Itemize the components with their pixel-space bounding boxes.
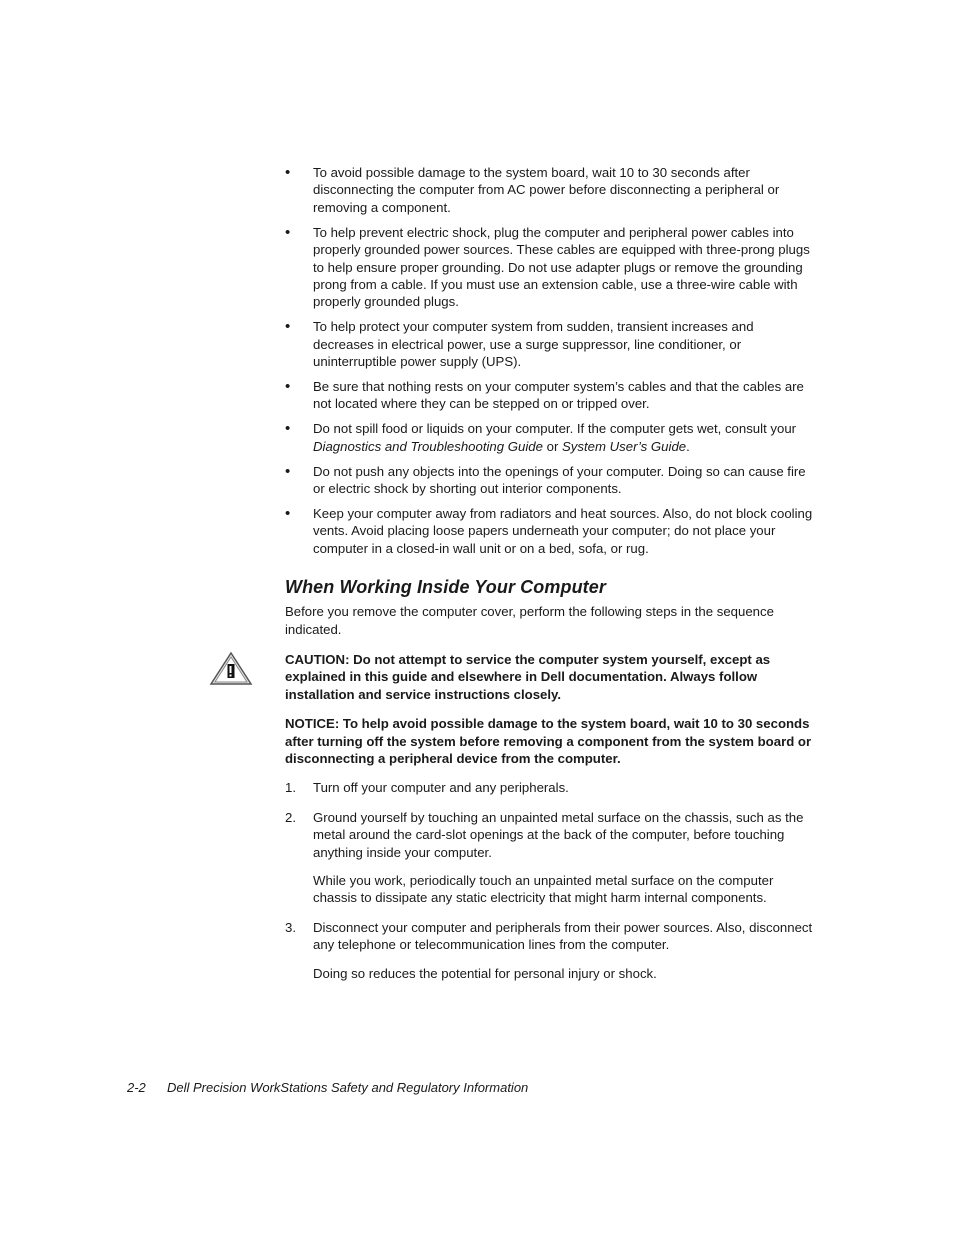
section-intro: Before you remove the computer cover, perform the following steps in the sequence indicated. — [285, 604, 774, 637]
bullet-text-part: or — [542, 438, 563, 454]
list-item — [285, 378, 817, 413]
bullet-icon: • — [285, 420, 291, 438]
bullet-text: Be sure that nothing rests on your computer system’s cables and that the cables are not located where they can be stepped on or tripped over. — [313, 378, 804, 412]
caution-block — [285, 651, 817, 703]
bullet-icon: • — [285, 504, 291, 522]
bullet-text: To help protect your computer system from sudden, transient increases and decreases in electrical power, use a surge suppressor, line conditioner, or uninterruptible power supply (UPS). — [313, 319, 754, 370]
bullet-icon: • — [285, 462, 291, 480]
step-text: Ground yourself by touching an unpainted metal surface on the chassis, such as the metal around the card-slot openings at the back of the computer, before touching anything inside your computer. — [313, 809, 804, 860]
steps-list — [285, 779, 817, 982]
bullet-icon: • — [285, 377, 291, 395]
caution-text: CAUTION: Do not attempt to service the computer system yourself, except as explained in this guide and elsewhere in Dell documentation. Always follow installation and service instructions closely. — [285, 651, 771, 702]
list-item — [285, 505, 817, 557]
bullet-text: To avoid possible damage to the system board, wait 10 to 30 seconds after disconnecting the computer from AC power before disconnecting a peripheral or removing a component. — [313, 165, 780, 215]
step-note: Doing so reduces the potential for personal injury or shock. — [313, 965, 657, 981]
section-heading: When Working Inside Your Computer — [285, 577, 606, 598]
bullet-text-part: Do not spill food or liquids on your computer. If the computer gets wet, consult your — [313, 421, 797, 437]
bullet-text — [313, 421, 796, 453]
list-item — [285, 164, 817, 216]
list-item — [285, 809, 817, 907]
guide-title-users-guide: System User’s Guide — [562, 438, 687, 454]
list-item — [285, 919, 817, 982]
step-number: 1. — [285, 780, 296, 796]
list-item — [285, 224, 817, 311]
document-title: Dell Precision WorkStations Safety and Regulatory Information — [167, 1080, 529, 1095]
list-item — [285, 463, 817, 498]
list-item — [285, 779, 817, 796]
bullet-text: To help prevent electric shock, plug the computer and peripheral power cables into properly grounded power sources. These cables are equipped with three-prong plugs to help ensure proper grounding. Do not use adapter plugs or remove the grounding prong from a cable. If you must use an extension cable, use a three-wire cable with properly grounded plugs. — [313, 224, 810, 310]
page-number: 2-2 — [127, 1080, 146, 1095]
safety-bullet-list — [285, 164, 817, 557]
bullet-text: Do not push any objects into the openings of your computer. Doing so can cause fire or electric shock by shorting out interior components. — [313, 463, 806, 496]
bullet-icon: • — [285, 164, 291, 181]
step-number: 2. — [285, 809, 296, 825]
list-item — [285, 318, 817, 370]
bullet-icon: • — [285, 223, 291, 241]
guide-title-diagnostics: Diagnostics and Troubleshooting Guide — [313, 438, 543, 454]
step-text: Disconnect your computer and peripherals from their power sources. Also, disconnect any telephone or telecommunication lines from the computer. — [313, 919, 813, 953]
step-number: 3. — [285, 919, 296, 935]
bullet-text: Keep your computer away from radiators and heat sources. Also, do not block cooling vents. Avoid placing loose papers underneath your computer; do not place your computer in a closed-in wall unit or on a bed, sofa, or rug. — [313, 505, 813, 556]
page-footer — [127, 1080, 528, 1095]
bullet-text-part: . — [686, 438, 690, 454]
bullet-icon: • — [285, 318, 291, 336]
list-item — [285, 420, 817, 455]
warning-triangle-icon — [209, 651, 253, 687]
page-content — [285, 164, 817, 994]
step-note: While you work, periodically touch an unpainted metal surface on the computer chassis to dissipate any static electricity that might harm internal components. — [313, 873, 774, 906]
notice-text: NOTICE: To help avoid possible damage to the system board, wait 10 to 30 seconds after turning off the system before removing a component from the system board or disconnecting a peripheral device from the computer. — [285, 716, 812, 766]
step-text: Turn off your computer and any peripherals. — [313, 780, 569, 796]
